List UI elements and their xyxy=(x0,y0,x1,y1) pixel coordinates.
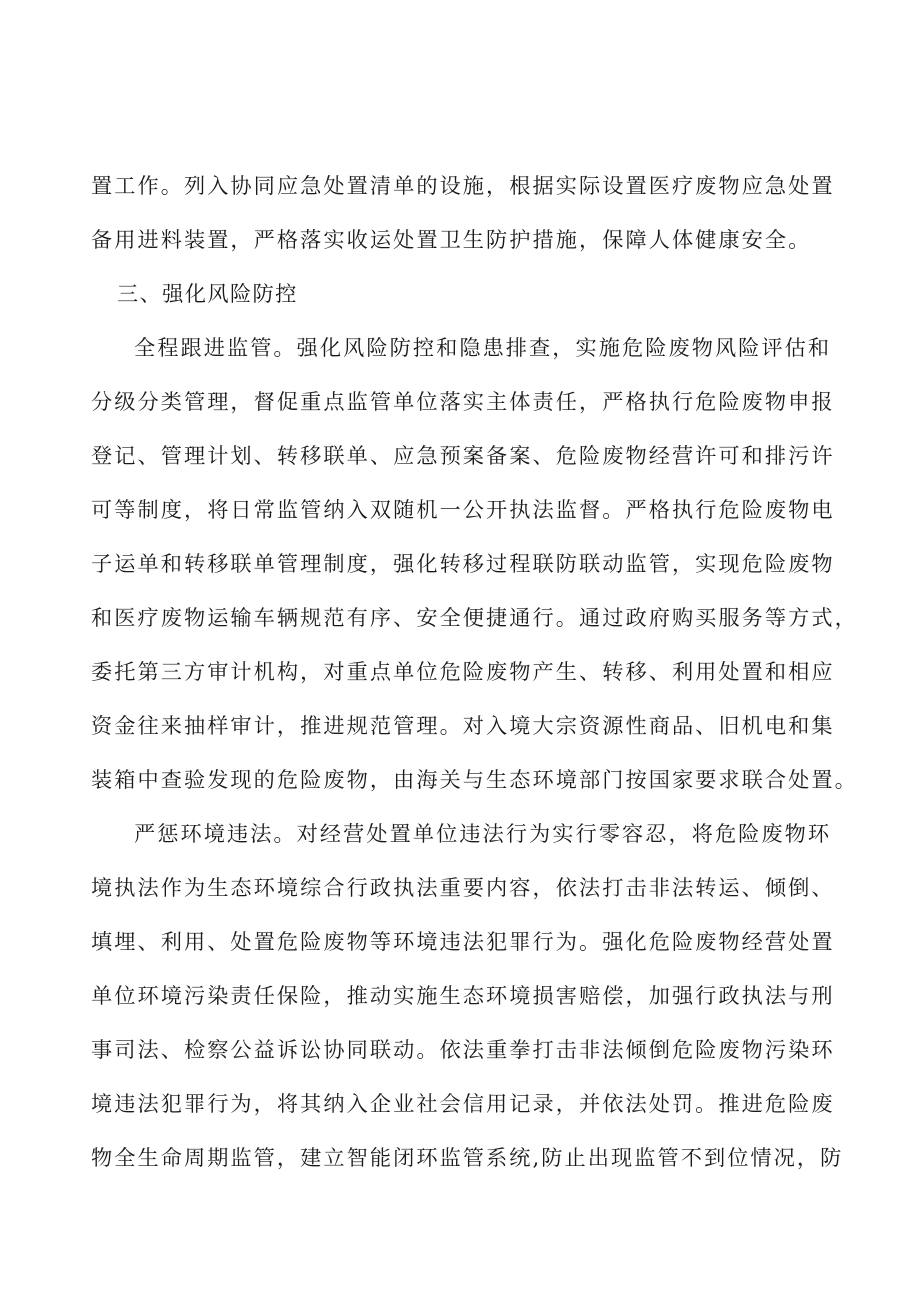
paragraph-1-line-6: 和医疗废物运输车辆规范有序、安全便捷通行。通过政府购买服务等方式， xyxy=(91,605,858,630)
paragraph-1-line-4: 可等制度，将日常监管纳入双随机一公开执法监督。严格执行危险废物电 xyxy=(91,497,835,522)
paragraph-2-line-5: 事司法、检察公益诉讼协同联动。依法重拳打击非法倾倒危险废物污染环 xyxy=(91,1037,835,1062)
paragraph-2-line-3: 填埋、利用、处置危险废物等环境违法犯罪行为。强化危险废物经营处置 xyxy=(91,929,835,954)
paragraph-1-line-9: 装箱中查验发现的危险废物，由海关与生态环境部门按国家要求联合处置。 xyxy=(91,767,858,792)
intro-line-2: 备用进料装置，严格落实收运处置卫生防护措施，保障人体健康安全。 xyxy=(91,227,812,252)
paragraph-1-line-1: 全程跟进监管。强化风险防控和隐患排查，实施危险废物风险评估和 xyxy=(134,335,832,360)
paragraph-1-line-5: 子运单和转移联单管理制度，强化转移过程联防联动监管，实现危险废物 xyxy=(91,551,835,576)
paragraph-1-line-3: 登记、管理计划、转移联单、应急预案备案、危险废物经营许可和排污许 xyxy=(91,443,835,468)
paragraph-1-line-7: 委托第三方审计机构，对重点单位危险废物产生、转移、利用处置和相应 xyxy=(91,659,835,684)
paragraph-1-line-8: 资金往来抽样审计，推进规范管理。对入境大宗资源性商品、旧机电和集 xyxy=(91,713,835,738)
section-heading: 三、强化风险防控 xyxy=(117,281,298,306)
paragraph-1-line-2: 分级分类管理，督促重点监管单位落实主体责任，严格执行危险废物申报 xyxy=(91,389,835,414)
paragraph-2-line-7: 物全生命周期监管，建立智能闭环监管系统,防止出现监管不到位情况，防 xyxy=(91,1145,844,1170)
paragraph-2-line-2: 境执法作为生态环境综合行政执法重要内容，依法打击非法转运、倾倒、 xyxy=(91,875,835,900)
paragraph-2-line-4: 单位环境污染责任保险，推动实施生态环境损害赔偿，加强行政执法与刑 xyxy=(91,983,835,1008)
intro-line-1: 置工作。列入协同应急处置清单的设施，根据实际设置医疗废物应急处置 xyxy=(91,173,835,198)
paragraph-2-line-1: 严惩环境违法。对经营处置单位违法行为实行零容忍，将危险废物环 xyxy=(134,821,832,846)
paragraph-2-line-6: 境违法犯罪行为，将其纳入企业社会信用记录，并依法处罚。推进危险废 xyxy=(91,1091,835,1116)
